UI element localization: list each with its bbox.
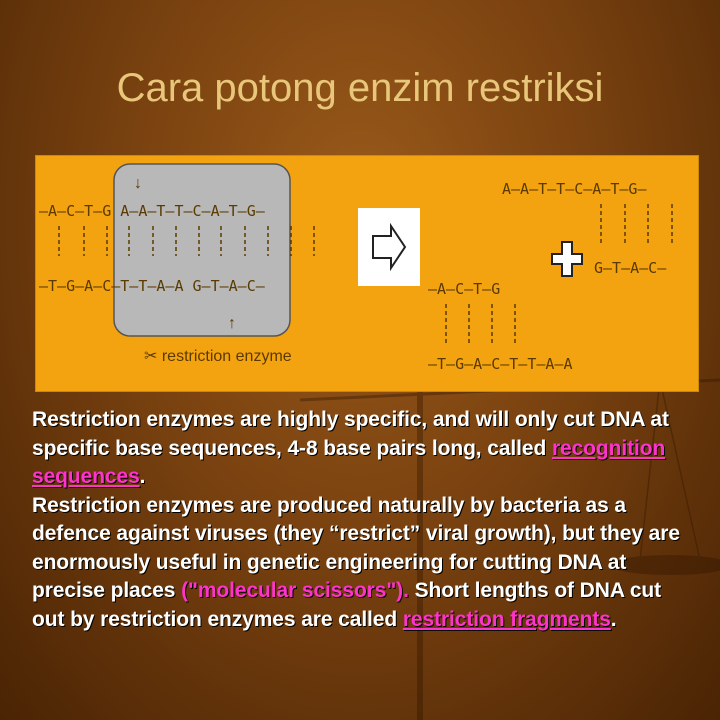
paragraph1-end: . [139,465,146,488]
recognition-sequences-link[interactable]: recognition sequences [32,436,666,488]
cut-arrow-up-icon: ↑ [228,315,236,332]
bottom-strand-left: –T–G–A–C–T–T–A–A G–T–A–C– [39,277,265,295]
top-strand-left: –A–C–T–G A–A–T–T–C–A–T–G– [39,202,265,220]
restriction-fragments-link[interactable]: restriction fragments [402,607,611,631]
paragraph1-text: Restriction enzymes are highly specific, and will only cut DNA at specific base sequences, 4-8 base pairs long, called [32,408,669,460]
fragment1-bottom-strand: G–T–A–C– [594,259,667,277]
paragraph2-text-b: Short lengths of DNA cut out by restriction enzymes are called [32,579,662,631]
body-text [32,406,692,634]
fragment2-bottom-strand: –T–G–A–C–T–T–A–A [428,355,573,373]
paragraph2-text: Restriction enzymes are produced naturally by bacteria as a defence against viruses (they “restrict” viral growth), but they are enormously useful in genetic engineering for cutting DNA at precise places [32,493,680,602]
plus-icon [552,242,582,276]
fragment1-top-strand: A–A–T–T–C–A–T–G– [502,180,647,198]
enzyme-label: ✂ restriction enzyme [144,348,292,365]
fragment2-top-strand: –A–C–T–G [428,280,501,298]
molecular-scissors-highlight: ("molecular scissors"). [181,579,409,602]
paragraph2-end: . [610,607,617,631]
cut-arrow-down-icon: ↓ [134,175,142,192]
restriction-cut-diagram [35,155,699,392]
page-title: Cara potong enzim restriksi [116,66,604,110]
